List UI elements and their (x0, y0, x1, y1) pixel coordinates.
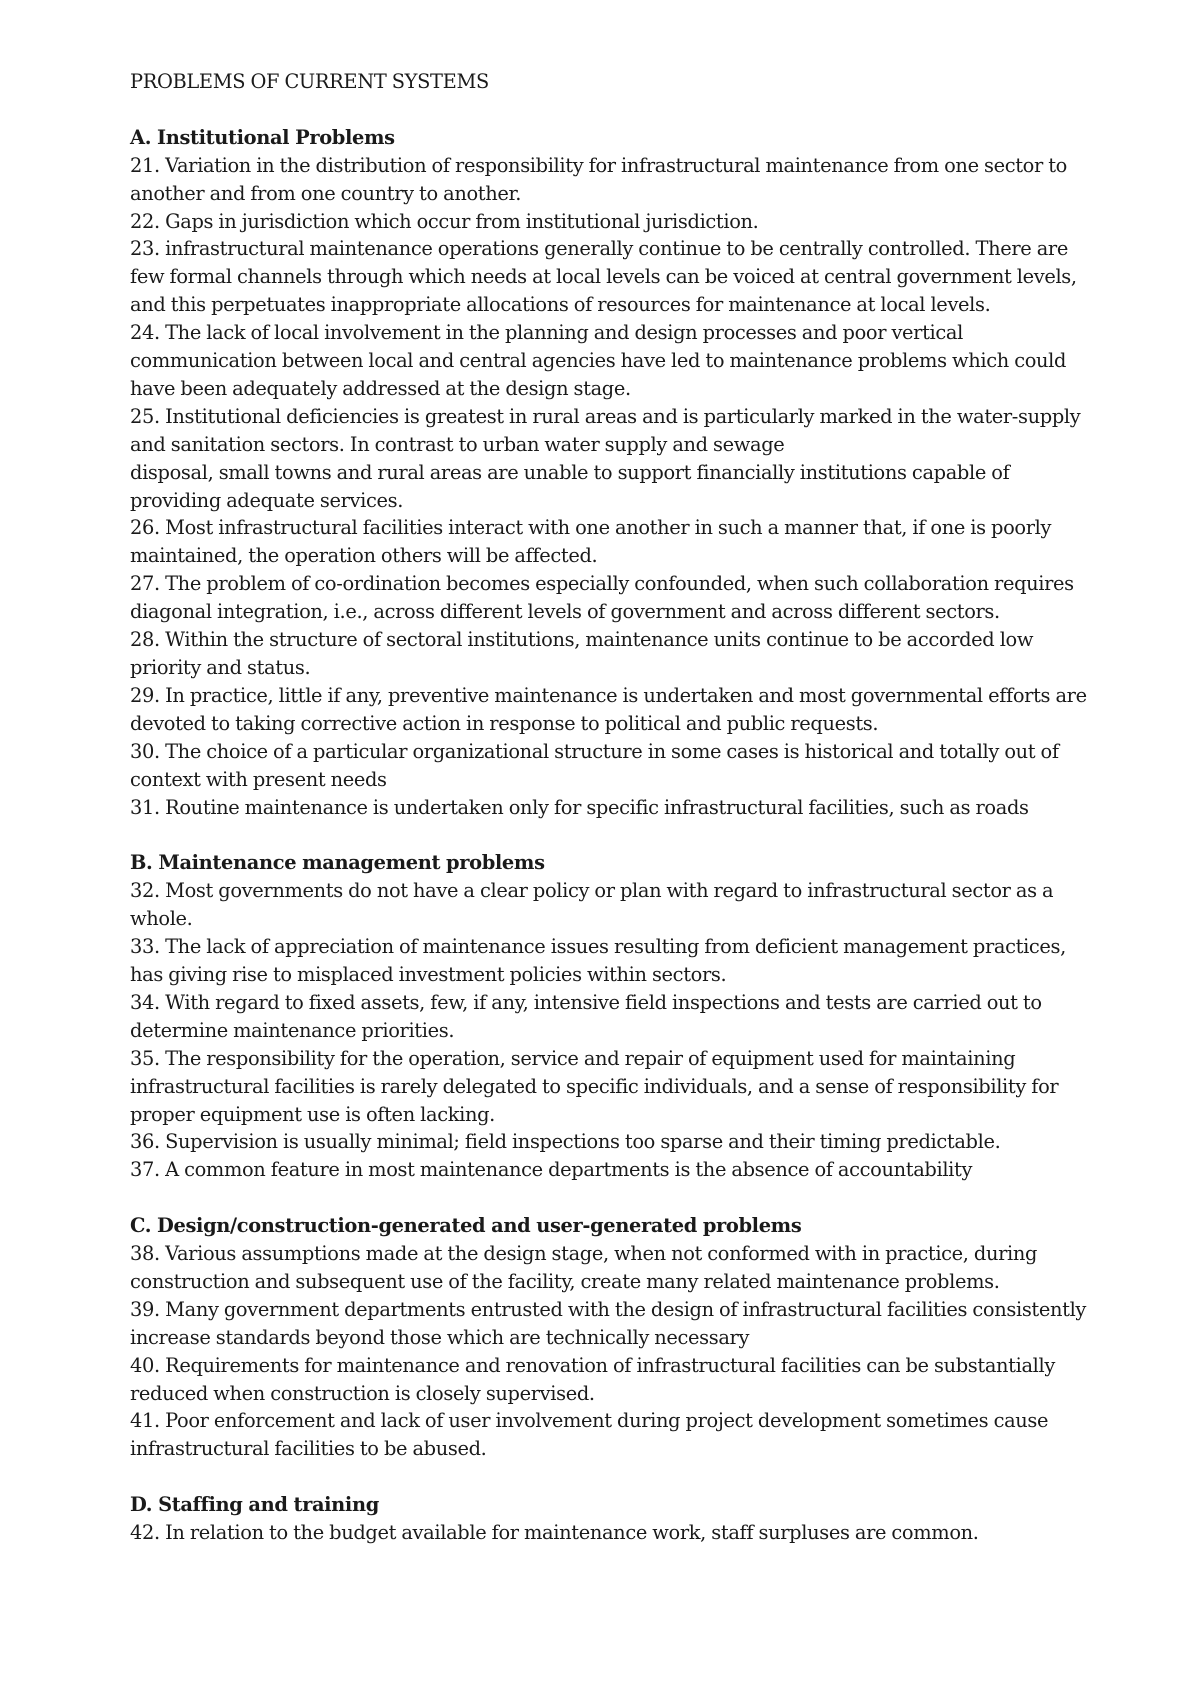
section-staffing-and-training (130, 1491, 1090, 1547)
list-item: 22. Gaps in jurisdiction which occur from institutional jurisdiction. (130, 209, 759, 233)
section-heading: D. Staffing and training (130, 1493, 379, 1517)
list-item: 27. The problem of co-ordination becomes especially confounded, when such collaboration requires diagonal integration, i.e., across different levels of government and across different sectors. (130, 572, 1074, 624)
list-item: 40. Requirements for maintenance and renovation of infrastructural facilities can be substantially reduced when construction is closely supervised. (130, 1353, 1055, 1405)
list-item: disposal, small towns and rural areas are unable to support financially institutions capable of providing adequate services. (130, 460, 1010, 512)
list-item: 35. The responsibility for the operation, service and repair of equipment used for maintaining infrastructural facilities is rarely delegated to specific individuals, and a sense of responsibility for proper equipment use is often lacking. (130, 1046, 1059, 1126)
section-maintenance-management-problems (130, 849, 1090, 1184)
list-item: 26. Most infrastructural facilities interact with one another in such a manner that, if one is poorly maintained, the operation others will be affected. (130, 516, 1052, 568)
list-item: 36. Supervision is usually minimal; field inspections too sparse and their timing predictable. (130, 1130, 1001, 1154)
list-item: 23. infrastructural maintenance operations generally continue to be centrally controlled. There are few formal channels through which needs at local levels can be voiced at central government levels, and this perpetuates inappropriate allocations of resources for maintenance at local levels. (130, 237, 1077, 317)
list-item: 42. In relation to the budget available for maintenance work, staff surpluses are common. (130, 1521, 979, 1545)
list-item: 31. Routine maintenance is undertaken only for specific infrastructural facilities, such as roads (130, 795, 1029, 819)
list-item: 29. In practice, little if any, preventive maintenance is undertaken and most governmental efforts are devoted to taking corrective action in response to political and public requests. (130, 683, 1087, 735)
list-item: 30. The choice of a particular organizational structure in some cases is historical and totally out of context with present needs (130, 739, 1059, 791)
page-title: PROBLEMS OF CURRENT SYSTEMS (130, 70, 489, 93)
list-item: 32. Most governments do not have a clear policy or plan with regard to infrastructural sector as a whole. (130, 879, 1054, 931)
list-item: 34. With regard to fixed assets, few, if any, intensive field inspections and tests are carried out to determine maintenance priorities. (130, 990, 1042, 1042)
list-item: 21. Variation in the distribution of responsibility for infrastructural maintenance from one sector to another and from one country to another. (130, 153, 1068, 205)
section-heading: C. Design/construction-generated and user-generated problems (130, 1214, 802, 1238)
list-item: 38. Various assumptions made at the design stage, when not conformed with in practice, during construction and subsequent use of the facility, create many related maintenance problems. (130, 1242, 1038, 1293)
document-body (130, 68, 1090, 1547)
section-heading: A. Institutional Problems (130, 125, 395, 149)
section-institutional-problems (130, 124, 1090, 822)
list-item: 28. Within the structure of sectoral institutions, maintenance units continue to be accorded low priority and status. (130, 628, 1034, 680)
list-item: 24. The lack of local involvement in the planning and design processes and poor vertical communication between local and central agencies have led to maintenance problems which could have been adequately addressed at the design stage. (130, 321, 1067, 400)
section-design-construction-problems (130, 1212, 1090, 1463)
list-item: 37. A common feature in most maintenance departments is the absence of accountability (130, 1158, 973, 1182)
section-heading: B. Maintenance management problems (130, 851, 545, 875)
list-item: 39. Many government departments entrusted with the design of infrastructural facilities consistently increase standards beyond those which are technically necessary (130, 1297, 1087, 1349)
list-item: 33. The lack of appreciation of maintenance issues resulting from deficient management practices, has giving rise to misplaced investment policies within sectors. (130, 935, 1066, 986)
list-item: 25. Institutional deficiencies is greatest in rural areas and is particularly marked in the water-supply and sanitation sectors. In contrast to urban water supply and sewage (130, 404, 1081, 456)
list-item: 41. Poor enforcement and lack of user involvement during project development sometimes cause infrastructural facilities to be abused. (130, 1409, 1049, 1461)
